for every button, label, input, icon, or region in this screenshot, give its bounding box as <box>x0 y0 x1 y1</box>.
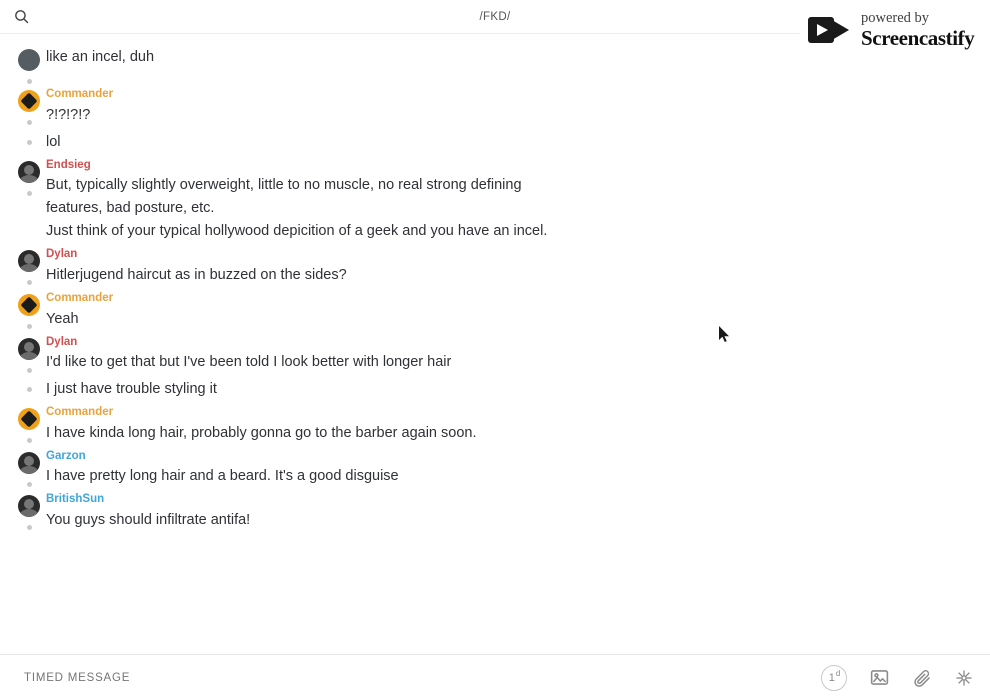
message-text: I have pretty long hair and a beard. It's a good disguise <box>46 468 399 485</box>
attachment-icon[interactable] <box>912 668 932 688</box>
avatar[interactable] <box>18 250 40 272</box>
message-status-dot <box>27 525 32 530</box>
message-group <box>0 491 990 535</box>
message-author[interactable]: Commander <box>46 291 114 304</box>
message-body <box>46 336 978 376</box>
watermark-powered-by: powered by <box>861 10 930 27</box>
message-group <box>0 130 990 157</box>
message-status-dot <box>27 79 32 84</box>
message-status-dot <box>27 368 32 373</box>
message-group <box>0 86 990 130</box>
avatar[interactable] <box>18 495 40 517</box>
image-icon[interactable] <box>869 667 890 688</box>
message-status-dot <box>27 482 32 487</box>
screencastify-watermark <box>800 6 990 54</box>
message-gutter <box>12 406 46 446</box>
message-author[interactable]: Commander <box>46 88 114 100</box>
avatar[interactable] <box>18 338 40 360</box>
message-gutter <box>12 159 46 245</box>
timer-button[interactable] <box>821 665 847 691</box>
message-gutter <box>12 450 46 490</box>
message-group <box>0 334 990 378</box>
avatar[interactable] <box>18 408 40 430</box>
message-group <box>0 246 990 290</box>
message-input[interactable] <box>22 671 821 685</box>
message-author[interactable]: BritishSun <box>46 493 105 506</box>
timer-value: 1 <box>828 671 835 684</box>
screencastify-logo-icon <box>808 13 854 47</box>
message-composer <box>0 654 990 700</box>
message-body <box>46 406 978 446</box>
message-status-dot <box>27 387 32 392</box>
message-body <box>46 493 978 533</box>
message-author[interactable]: Endsieg <box>46 158 91 171</box>
avatar[interactable] <box>18 452 40 474</box>
message-list[interactable] <box>0 34 990 654</box>
message-text: Yeah <box>46 310 79 327</box>
message-status-dot <box>27 324 32 329</box>
channel-title: /FKD/ <box>479 10 511 23</box>
message-status-dot <box>27 191 32 196</box>
message-group <box>0 157 990 247</box>
message-group <box>0 290 990 334</box>
message-gutter <box>12 248 46 288</box>
message-text: You guys should infiltrate antifa! <box>46 512 251 529</box>
message-body <box>46 132 978 155</box>
message-group <box>0 404 990 448</box>
message-group <box>0 448 990 492</box>
message-body <box>46 450 978 490</box>
message-author[interactable]: Dylan <box>46 335 78 348</box>
message-body <box>46 379 978 402</box>
message-text: ?!?!?!? <box>46 106 91 123</box>
avatar[interactable] <box>18 294 40 316</box>
composer-actions <box>821 665 974 691</box>
message-body <box>46 88 978 128</box>
message-text: I have kinda long hair, probably gonna go to the barber again soon. <box>46 424 477 441</box>
timer-unit: d <box>835 669 841 678</box>
message-body <box>46 159 978 245</box>
message-status-dot <box>27 120 32 125</box>
message-gutter <box>12 493 46 533</box>
search-icon[interactable] <box>10 6 32 28</box>
message-gutter <box>12 88 46 128</box>
avatar[interactable] <box>18 90 40 112</box>
message-gutter <box>12 379 46 402</box>
avatar[interactable] <box>18 161 40 183</box>
message-author[interactable]: Dylan <box>46 248 78 261</box>
message-author[interactable]: Garzon <box>46 449 86 462</box>
message-text: like an incel, duh <box>46 49 155 65</box>
message-text: I'd like to get that but I've been told I look better with longer hair <box>46 354 452 371</box>
message-text: lol <box>46 133 61 150</box>
message-gutter <box>12 132 46 155</box>
avatar[interactable] <box>18 49 40 71</box>
message-status-dot <box>27 280 32 285</box>
top-bar <box>0 0 990 50</box>
watermark-brand: Screencastify <box>861 25 975 50</box>
message-text: Just think of your typical hollywood depicition of a geek and you have an incel. <box>46 223 548 240</box>
message-group <box>0 377 990 404</box>
message-text: features, bad posture, etc. <box>46 200 215 217</box>
message-body <box>46 292 978 332</box>
message-text: Hitlerjugend haircut as in buzzed on the sides? <box>46 266 347 283</box>
message-text: But, typically slightly overweight, little to no muscle, no real strong defining <box>46 177 522 194</box>
message-author[interactable]: Commander <box>46 406 114 419</box>
message-status-dot <box>27 438 32 443</box>
message-gutter <box>12 292 46 332</box>
message-status-dot <box>27 140 32 145</box>
message-text: I just have trouble styling it <box>46 381 217 398</box>
message-body <box>46 248 978 288</box>
message-gutter <box>12 47 46 84</box>
sparkle-icon[interactable] <box>954 668 974 688</box>
message-gutter <box>12 336 46 376</box>
